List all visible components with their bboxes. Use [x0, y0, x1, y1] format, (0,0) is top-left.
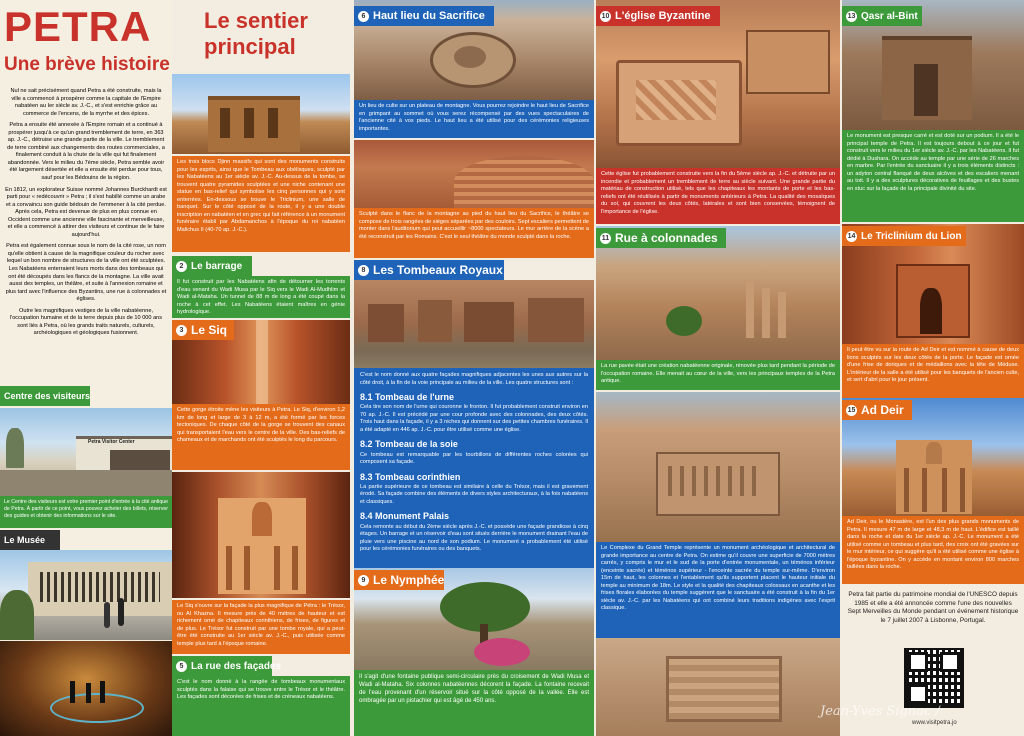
trail-title-line1: Le sentier	[204, 8, 308, 33]
intro-paragraph: Nul ne sait précisément quand Petra a été construite, mais la ville a commencé à prospérer comme la capitale de l'Empire nabatéen au Ier siècle av. J.-C., et s'est enrichie grâce au commerce de l'encens, de la myrrhe et des épices.	[10, 88, 162, 117]
intro-column	[0, 0, 172, 736]
section-7-text-box	[354, 208, 594, 258]
tomb-text: Cela tire son nom de l'urne qui couronne le fronton. Il fut probablement construit environ en 70 ap. J.-C. Il est précédé par une cour profonde avec des colonnades, des deux côtés. Trois haut dans la façade, il y a 3 niches qui donnent sur des petites chambres funéraires. Il a été adapté en 446 ap. J.-C. pour être utilisé comme une église.	[360, 404, 588, 433]
djinn-photo	[172, 74, 350, 154]
grand-temple-photo	[596, 392, 840, 542]
tomb-text: Ce tombeau est remarquable par les tourbillons de différentes roches colorées qui composent sa façade.	[360, 451, 588, 466]
section-number-badge: 10	[601, 12, 610, 20]
section-title: Qasr al-Bint	[861, 10, 918, 22]
section-text: Un lieu de culte sur un plateau de montagne. Vous pourrez rejoindre le haut lieu de Sacrifice en grimpant au sommet où vous serez récompensé par des vues spectaculaires de l'ancienne cité à vos pieds. Le haut lieu a été utilisé pour des cérémonies religieuses importantes.	[359, 103, 589, 132]
section-title: La rue des façades	[191, 660, 282, 672]
treasury-photo	[172, 472, 350, 598]
section-13-text-box	[842, 130, 1024, 222]
section-6-header	[354, 6, 494, 26]
section-text: Il peut être vu sur la route de Ad Deir et est nommé à cause de deux lions sculptés sur les deux côtés de la porte. Le façade est ornée d'une frise de doriques et de médaillons avec la tête de Méduse. L'intérieur de la salle a été utilisé pour les banquets de l'ancien culte, et sert d'abri pour le jour présent.	[847, 347, 1019, 384]
temple-aerial-photo	[596, 638, 840, 736]
website-link[interactable]: www.visitpetra.jo	[912, 720, 957, 726]
section-text: Il s'agit d'une fontaine publique semi-circulaire près du croisement de Wadi Musa et Wadi al-Mataha. Six colonnes nabatéennes décorent la façade. La fontaine recevait de l'eau provenant d'un réservoir situé sur la côté opposé de la vallée. Elle est ombragée par un pistachier qui est âgé de 450 ans.	[359, 674, 589, 705]
section-9-header	[354, 570, 444, 590]
column-4	[596, 0, 840, 736]
section-3-text-box	[172, 404, 350, 470]
intro-paragraph: Petra a ensuite été annexée à l'Empire romain et a continué à prospérer jusqu'à ce qu'un grand tremblement de terre, en 363 ap. J.-C., détruise une grande partie de la ville. Le tremblement de terre combiné aux changements des routes commerciales, a finalement conduit à la chute de la ville qui fut finalement abandonnée. Vers le milieu du 7ème siècle, Petra semble avoir été largement désertée et elle a ensuite été perdue pour tous, sauf pour les Bédouins de la région.	[7, 122, 165, 182]
page-title: PETRA	[4, 3, 152, 50]
section-text: Cette église fut probablement construite vers la fin du 5ème siècle ap. J.-C. et détruite par un incendie et probablement un tremblement de terre au siècle suivant. Une grande partie du matériau de construction utilisé, tels que les chapiteaux les montants de porte et les bas-reliefs ont été réutilisés à partir de monuments antérieurs à Petra. La qualité des mosaïques du sol, qui couvrent les deux côtés, latérales et sont bien conservées, témoignent de l'importance de l'église.	[601, 171, 835, 215]
theatre-photo	[354, 140, 594, 208]
column-5	[842, 0, 1024, 736]
visitors-title: Centre des visiteurs	[4, 391, 91, 401]
section-title: Ad Deir	[861, 403, 904, 417]
tomb-text: La partie supérieure de ce tombeau est similaire à celle du Trésor, mais il est gravement érodé. Sa façade combine des éléments de divers styles architecturaux, à la fois nabatéens et classiques.	[360, 483, 588, 505]
tomb-subtitle: 8.2 Tombeau de la soie	[360, 439, 458, 450]
section-text: Les trois blocs Djinn massifs qui sont des monuments construits pour les esprits, ainsi que le Tombeau aux obélisques, sculpté par les Nabatéens au 1er siècle av. J.-C. Au-dessus de la tombe, se trouvent quatre pyramides sculptées et une niche contenant une statue en bas-relief qui symbolise les cinq personnes qui y sont enterrées. En-dessous se trouve le Triclinium, une salle de banquet. Sur le côté opposé de la route, il y a une double inscription en nabatéen et en grec qui fait référence à un monument funéraire établi par Abdamanchos à l'époque du roi nabatéen Malichus II (40-70 ap. J.-C.).	[177, 159, 345, 233]
section-1-text-box	[172, 156, 350, 252]
section-text: Le Siq s'ouvre sur la façade la plus magnifique de Pétra : le Trésor, ou Al Khazna. Il mesure près de 40 mètres de hauteur et est richement orné de chapiteaux corinthiens, de frises, de figures et de plus. Le Trésor fut construit par une tombe royale, qui a peut-être été construite au 1er siècle av. J.-C., puis utilisée comme temple plus tard à l'époque romaine.	[177, 603, 345, 647]
museum-interior-photo	[0, 641, 172, 736]
intro-paragraph: Outre les magnifiques vestiges de la ville nabatéenne, l'occupation humaine et de la terre depuis plus de 10 000 ans sont liés à Petra, où les grands traits naturels, culturels, archéologiques et géologiques fusionnent.	[9, 307, 163, 337]
trail-column	[172, 0, 352, 736]
section-text: La rue pavée était une création nabatéenne originale, rénovée plus tard pendant la période de l'occupation romaine. Elle menait au cœur de la ville, vers les principaux temples de la Petra antique.	[601, 363, 835, 385]
visitors-photo	[0, 408, 172, 496]
intro-paragraph: Petra est également connue sous le nom de la cité rose, un nom qu'elle obtient à cause de la magnifique couleur du rocher avec lequel un bon nombre de structures de la ville ont été sculptées. Les Nabatéens enterraient leurs morts dans des tombeaux qui ont été découpés dans les flancs de la montagne. La ville avait aussi des temples, un théâtre, et suite à l'annexion romaine et plus tard avec l'influence des Byzantins, une rue à colonnades et églises.	[5, 243, 167, 303]
section-2-text-box	[172, 276, 350, 318]
section-text: Sculpté dans le flanc de la montagne au pied du haut lieu du Sacrifice, le théâtre se compose de trois rangées de sièges séparées par des couloirs. Sept escaliers permettent de monter dans l'auditorium qui peut accueillir ~8000 spectateurs. Le mur arrière de la scène a été reconstruit par les Romains. C'est le seul théâtre du monde sculpté dans la roche.	[359, 211, 589, 240]
section-number-badge: 13	[847, 12, 856, 20]
section-number-badge: 9	[358, 575, 369, 586]
unesco-statement: Petra fait partie du patrimoine mondial de l'UNESCO depuis 1985 et elle a été annoncée comme l'une des nouvelles Sept Merveilles du Monde pendant un événement historique le 7 juillet 2007 à Lisbonne, Portugal.	[847, 591, 1019, 624]
section-number-badge: 2	[176, 261, 187, 272]
tomb-text: Cela remonte au début du 2ème siècle après J.-C. et possède une façade grandiose à cinq étages. Un barrage et un réservoir d'eau sont situés derrière le monument drainant l'eau de pluie vers une piscine au nord de son podium. Le monument a probablement été utilisé pour les cérémonies funéraires ou des banquets.	[360, 523, 588, 553]
section-number-badge: 14	[847, 232, 856, 240]
royal-tombs-photo	[354, 280, 594, 368]
section-title: Le Siq	[191, 323, 228, 337]
trail-title-line2: principal	[204, 34, 296, 59]
unesco-text	[842, 588, 1024, 644]
section-12-text-box	[596, 542, 840, 638]
section-10-header	[596, 6, 720, 26]
intro-text	[5, 88, 167, 378]
section-6-text-box	[354, 100, 594, 138]
section-title: Le Triclinium du Lion	[861, 230, 962, 242]
section-text: Le monument est presque carré et est doté sur un podium. Il a été le principal temple de Petra. Il est toujours debout à ce jour et fut construit vers le milieu du 1er siècle av. J.-C. par les Nabatéens. Il fut dédié à Dushara. On accède au temple par une série de 26 marches en marbre. Par l'entrée du sanctuaire il y a trois éléments distincts : un adyton central flanqué de deux alcôves et des escaliers menant au toit. Il y a des sculptures décoratives de feuillages et des bustes en stuc sur la façade de la principale divinité du site.	[847, 133, 1019, 192]
section-8-text-box	[354, 368, 594, 568]
section-title: Rue à colonnades	[615, 231, 718, 245]
section-10-text-box	[596, 168, 840, 224]
tomb-subtitle: 8.4 Monument Palais	[360, 511, 450, 522]
museum-title: Le Musée	[4, 535, 46, 545]
section-15-text-box	[842, 516, 1024, 584]
section-number-badge: 15	[847, 406, 856, 414]
qr-code[interactable]	[904, 648, 964, 708]
section-number-badge: 3	[176, 325, 187, 336]
section-11-header	[596, 228, 726, 248]
visitors-text-box	[0, 496, 172, 528]
section-title: L'église Byzantine	[615, 10, 711, 22]
section-9-text-box	[354, 670, 594, 736]
tomb-subtitle: 8.3 Tombeau corinthien	[360, 471, 461, 482]
column-3	[354, 0, 594, 736]
visitors-header	[0, 386, 90, 406]
section-4-text-box	[172, 600, 350, 654]
museum-header	[0, 530, 60, 550]
section-8-header	[354, 260, 504, 280]
section-11-text-box	[596, 360, 840, 390]
section-15-header	[842, 400, 912, 420]
section-text: C'est le nom donné aux quatre façades magnifiques adjacentes les unes aux autres sur la côté droit, à la fin de la voie principale au milieu de la ville. Les quatre structures sont :	[360, 372, 588, 386]
intro-paragraph: En 1812, un explorateur Suisse nommé Johannes Burckhardt est parti pour « redécouvrir » Petra ; il s'est habillé comme un arabe et a convaincu son guide bédouin de l'emmener à la cité perdue. Après cela, Petra est devenue de plus en plus connue en Occident comme une ancienne ville fascinante et merveilleuse, et elle a commencé à attirer des visiteurs et continue de le faire aujourd'hui.	[5, 186, 167, 238]
tomb-subtitle: 8.1 Tombeau de l'urne	[360, 392, 454, 403]
section-text: Il fut construit par les Nabatéens afin de détourner les torrents d'eau venant du Wadi Musa par le Siq vers le Wadi Al-Mudhlim et Wadi al-Mataha. Un tunnel de 88 m de long a été coupé dans la roche à cet effet. Les Nabatéens étaient maîtres en génie hydrologique.	[177, 279, 345, 316]
section-5-header	[172, 656, 282, 676]
section-text: C'est le nom donné à la rangée de tombeaux monumentaux sculptés dans la falaise qui se trouve entre le Trésor et le théâtre. Les façades sont décorées de frises et de créneaux nabatéens.	[177, 679, 345, 701]
page-subtitle: Une brève histoire	[4, 54, 170, 75]
section-2-header	[172, 256, 252, 276]
section-title: Les Tombeaux Royaux	[373, 263, 503, 277]
section-14-header	[842, 226, 966, 246]
section-number-badge: 11	[601, 234, 610, 242]
section-14-text-box	[842, 344, 1024, 398]
watermark: Jean-Yves Signac /	[820, 704, 940, 719]
section-5-text-box	[172, 676, 350, 736]
section-number-badge: 8	[358, 265, 369, 276]
section-number-badge: 6	[358, 11, 369, 22]
section-number-badge: 5	[176, 661, 187, 672]
section-text: Cette gorge étroite mène les visiteurs à Petra. Le Siq, d'environ 1,2 km de long et large de 3 à 12 m, a été formé par les forces tectoniques. De chaque côté de la gorge se trouvent des canaux qui transportaient l'eau vers le centre de la ville. Des bas-reliefs de chameaux et de marchands ont été sculptés le long du parcours.	[177, 407, 345, 444]
section-text: Ad Deir, ou le Monastère, est l'un des plus grands monuments de Petra. Il mesure 47 m de large et 48,3 m de haut. L'édifice est taillé dans la roche et date du 1er siècle ap. J.-C. Le monument a été utilisé comme un tombeau et plus tard, des croix ont été gravées sur le mur intérieur, ce qui suggère qu'il a été utilisé comme une église à l'époque byzantine. On y accède en montant environ 800 marches taillées dans la roche.	[847, 519, 1019, 571]
museum-photo	[0, 550, 172, 640]
section-title: Le barrage	[191, 260, 243, 272]
section-3-header	[172, 320, 234, 340]
section-title: Le Nymphée	[373, 573, 445, 587]
visitors-sign: Petra Visitor Center	[88, 439, 135, 445]
section-text: Le Complexe du Grand Temple représente un monument archéologique et architectural de grande importance au centre de Petra. On estime qu'il couvre une superficie de 7000 mètres carrés, y compris le mur et le sud de la porte d'entrée monumentale, un téménos inférieur (enceinte sacrée) et téménos supérieur - l'enceinte sacrée du temple sur-même. D'environ 15m de haut, les colonnes et l'entablement qu'ils supportent placent le hauteur initiale du temple au minimum de 18m. Le style et la qualité des chapiteaux colossaux en acanthe et les frises florales élaborées du temple suggèrent que le sanctuaire a été construit à la fin du 1er siècle av. J.-C. par les Nabatéens qui ont combiné leurs traditions indigènes avec l'esprit classique.	[601, 545, 835, 612]
section-title: Haut lieu du Sacrifice	[373, 10, 485, 22]
section-13-header	[842, 6, 922, 26]
visitors-text: Le Centre des visiteurs est votre premier point d'entrée à la cité antique de Petra. À partir de ce point, vous pouvez acheter des billets, réserver des guides et obtenir des informations sur le site.	[4, 499, 168, 520]
